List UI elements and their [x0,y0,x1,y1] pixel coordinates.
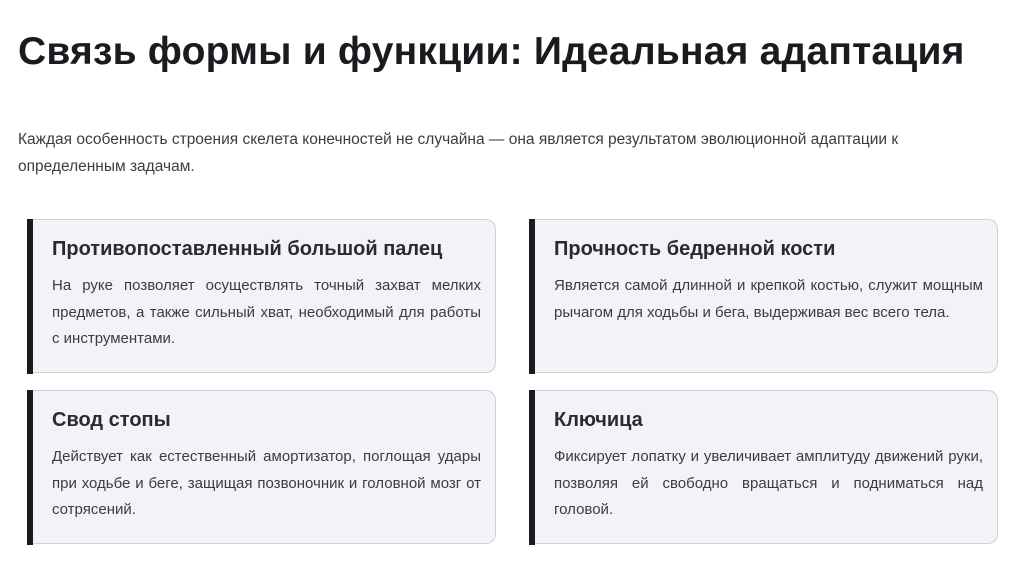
intro-text: Каждая особенность строения скелета конечностей не случайна — она является результатом эволюционной адаптации к определенным задачам. [18,131,899,175]
card-text: Является самой длинной и крепкой костью, служит мощным рычагом для ходьбы и бега, выдерживая вес всего тела. [554,277,983,321]
card-foot-arch [30,390,496,544]
card-femur-strength [532,219,998,373]
page-title: Связь формы и функции: Идеальная адаптация [18,30,965,73]
card-title: Ключица [554,409,643,431]
card-title: Прочность бедренной кости [554,238,836,260]
card-clavicle [532,390,998,544]
card-text: Действует как естественный амортизатор, поглощая удары при ходьбе и беге, защищая позвоночник и головной мозг от сотрясений. [52,448,481,518]
card-opposable-thumb [30,219,496,373]
card-text: На руке позволяет осуществлять точный захват мелких предметов, а также сильный хват, необходимый для работы с инструментами. [52,277,481,347]
card-title: Противопоставленный большой палец [52,238,443,260]
card-title: Свод стопы [52,409,171,431]
card-text: Фиксирует лопатку и увеличивает амплитуду движений руки, позволяя ей свободно вращаться и подниматься над головой. [554,448,983,518]
